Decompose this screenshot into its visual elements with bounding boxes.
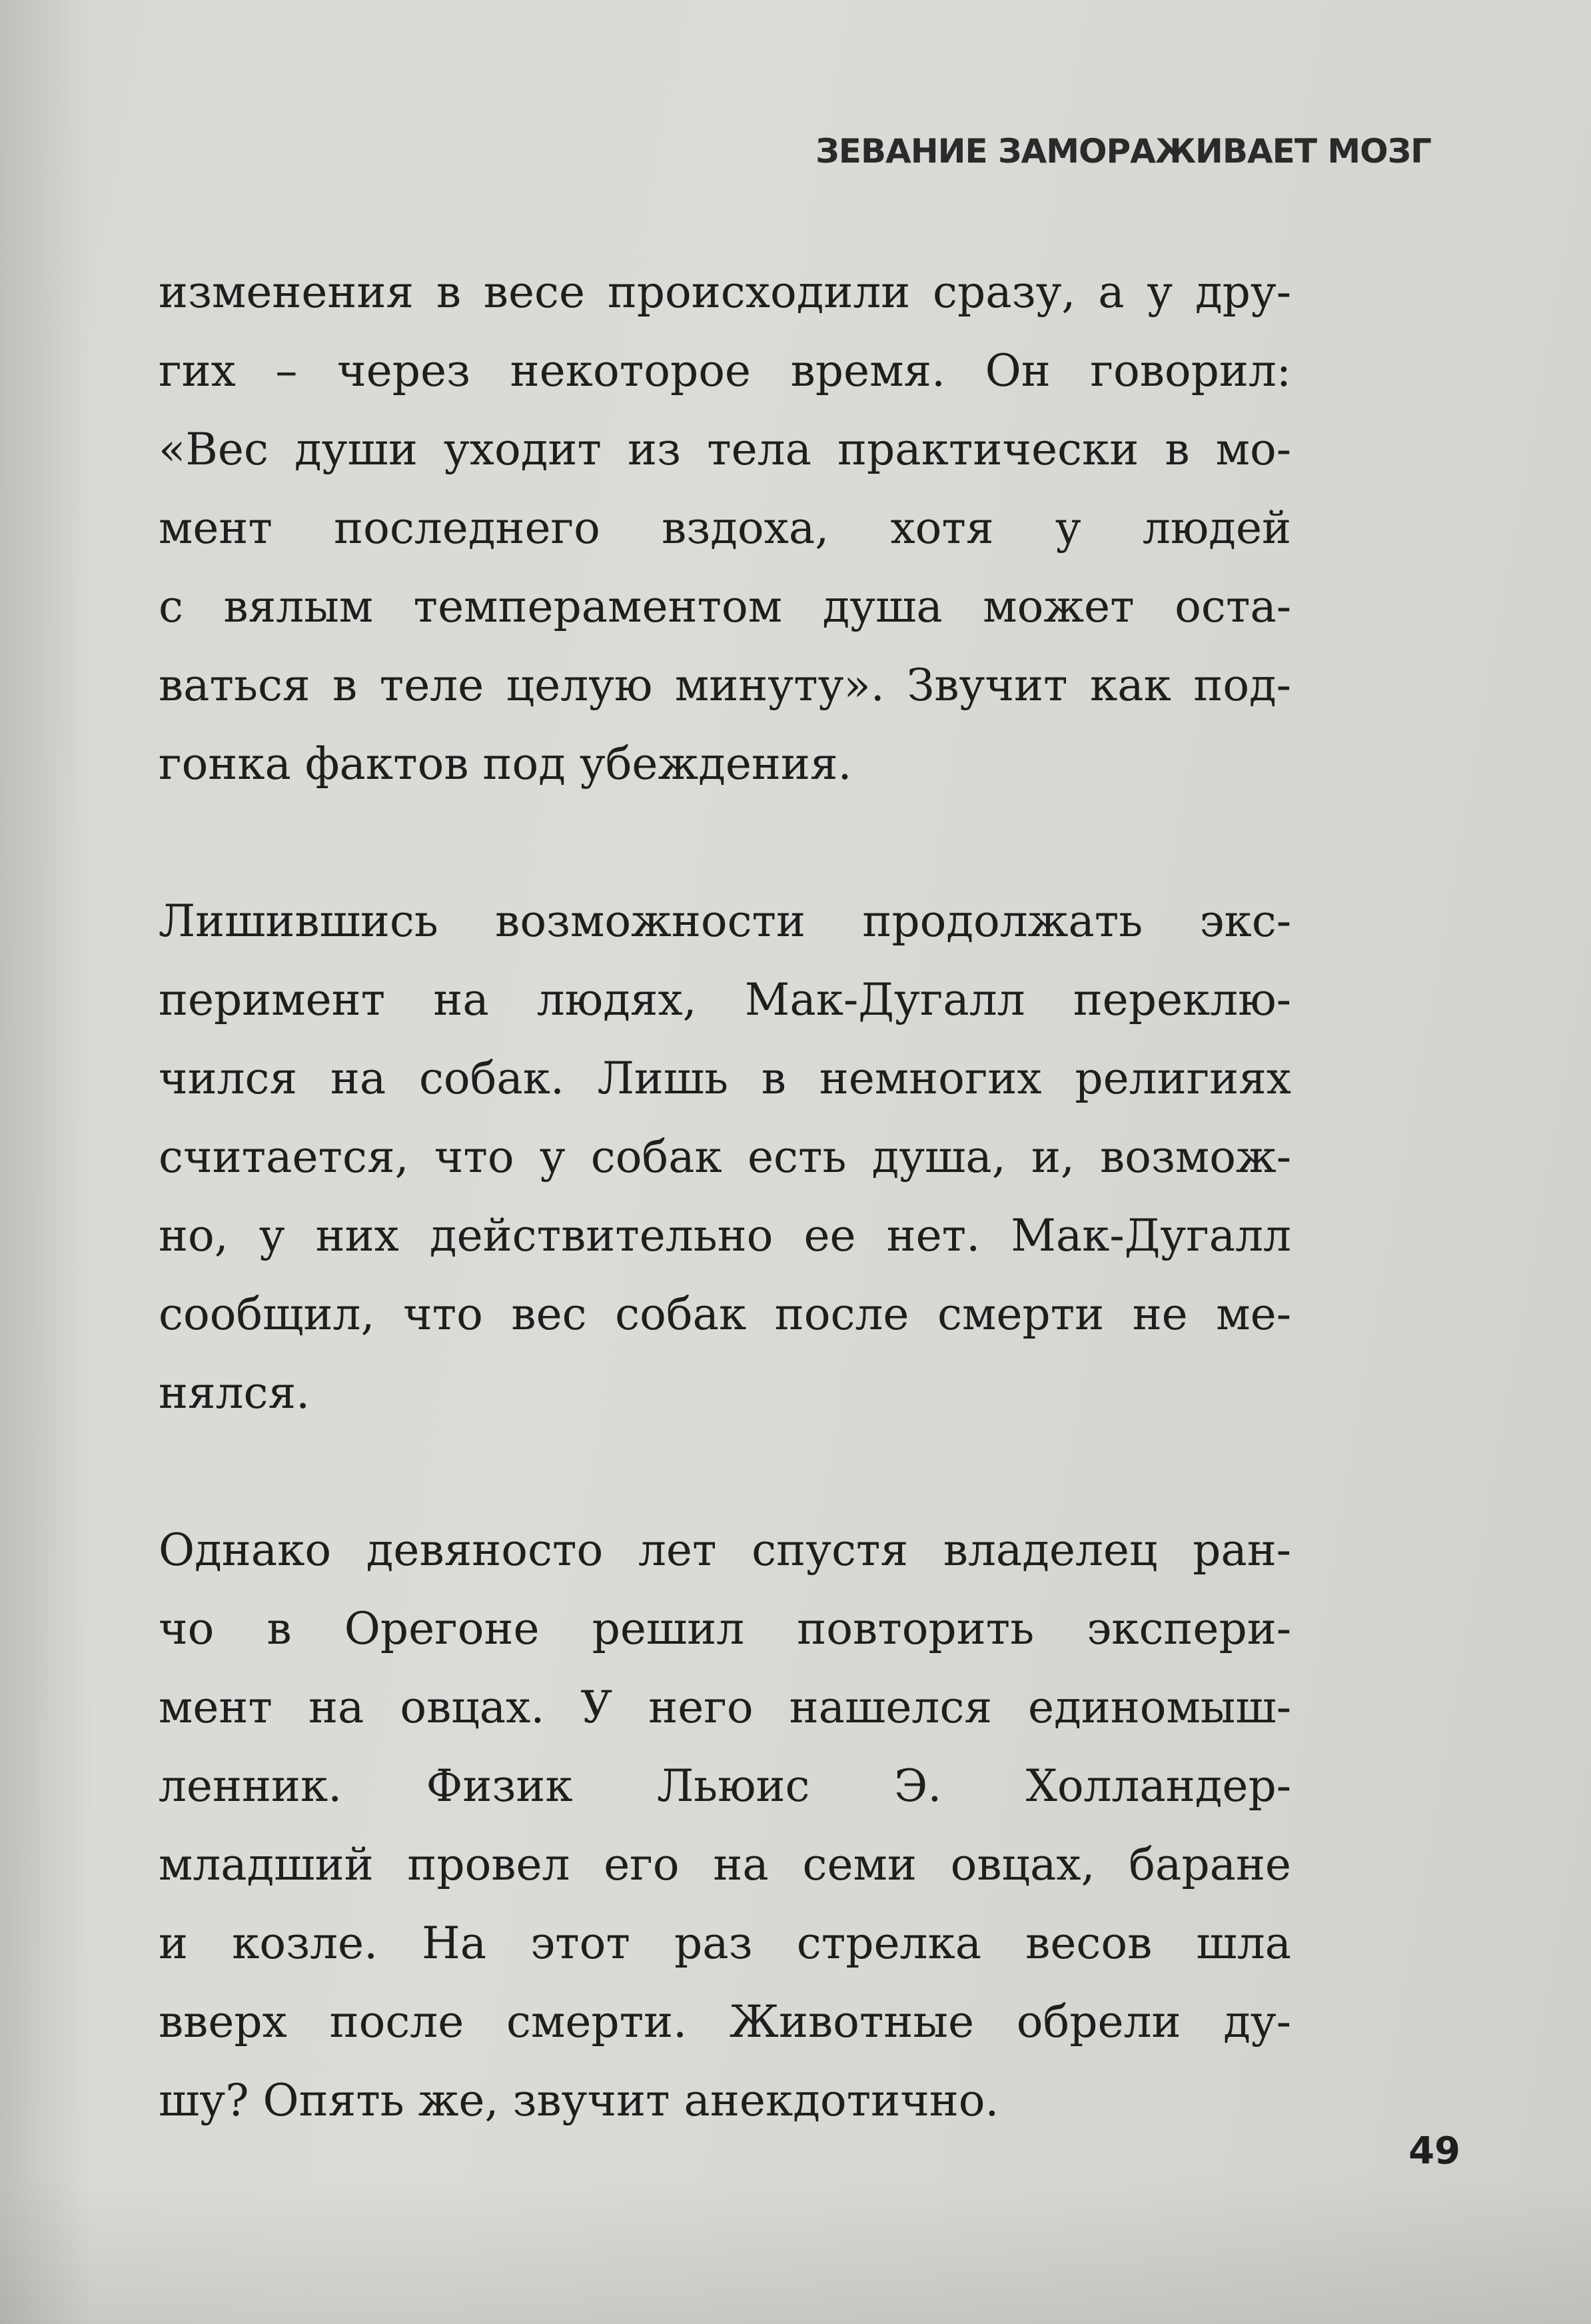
text-line: Однако девяносто лет спустя владелец ран- <box>159 1524 1291 1576</box>
text-line: и козле. На этот раз стрелка весов шла <box>159 1918 1291 1969</box>
text-line: изменения в весе происходили сразу, а у дру- <box>159 267 1291 318</box>
spine-shadow <box>0 0 93 2324</box>
page-number: 49 <box>1408 2129 1460 2173</box>
text-line: ленник. Физик Льюис Э. Холландер- <box>159 1760 1291 1812</box>
paragraph-1 <box>159 253 1291 804</box>
text-line: нялся. <box>159 1367 310 1419</box>
text-line: мент на овцах. У него нашелся единомыш- <box>159 1682 1291 1733</box>
text-line: младший провел его на семи овцах, баране <box>159 1839 1291 1890</box>
text-line: «Вес души уходит из тела практически в мо- <box>159 424 1291 475</box>
text-line: чился на собак. Лишь в немногих религиях <box>159 1053 1291 1104</box>
text-line: считается, что у собак есть душа, и, возмож- <box>159 1131 1291 1183</box>
text-line: с вялым темпераментом душа может оста- <box>159 581 1291 632</box>
text-line: Лишившись возможности продолжать экс- <box>159 895 1291 947</box>
paragraph-3 <box>159 1511 1291 2140</box>
text-line: перимент на людях, Мак-Дугалл переклю- <box>159 974 1291 1025</box>
text-line: вверх после смерти. Животные обрели ду- <box>159 1996 1291 2047</box>
paragraph-2 <box>159 882 1291 1433</box>
text-line: чо в Орегоне решил повторить экспери- <box>159 1603 1291 1654</box>
text-line: шу? Опять же, звучит анекдотично. <box>159 2075 999 2126</box>
running-head: ЗЕВАНИЕ ЗАМОРАЖИВАЕТ МОЗГ <box>815 132 1431 171</box>
text-line: мент последнего вздоха, хотя у людей <box>159 502 1291 554</box>
text-line: гонка фактов под убеждения. <box>159 738 852 790</box>
text-line: гих – через некоторое время. Он говорил: <box>159 345 1291 396</box>
text-line: но, у них действительно ее нет. Мак-Дугалл <box>159 1210 1291 1261</box>
text-line: сообщил, что вес собак после смерти не ме- <box>159 1289 1291 1340</box>
text-line: ваться в теле целую минуту». Звучит как под- <box>159 660 1291 711</box>
body-text <box>159 253 1291 2219</box>
